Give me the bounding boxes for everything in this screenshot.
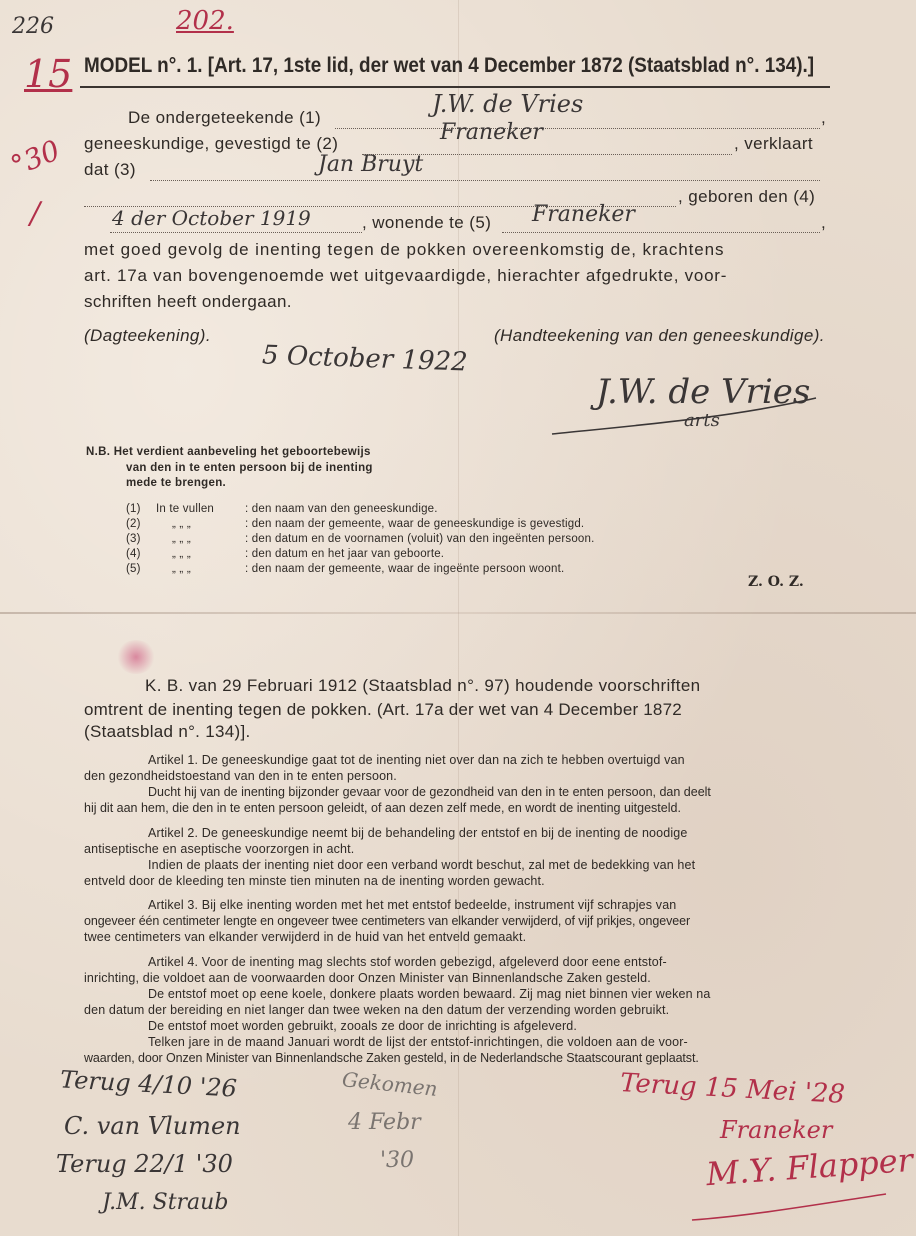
margin-number-15: 15 <box>24 52 73 96</box>
kb-line-3: (Staatsblad n°. 134)]. <box>84 722 251 741</box>
art4-line-3: De entstof moet op eene koele, donkere plaats worden bewaard. Zij mag niet binnen vier weken na <box>148 987 711 1001</box>
note-gekomen-date: 4 Febr <box>348 1110 421 1135</box>
footnote-2-num: (2) <box>126 518 141 530</box>
art3-line-2: ongeveer één centimeter lengte en ongeveer twee centimeters van elkander verwijderd, of vijf prikjes, ongeveer <box>84 914 691 928</box>
art4-line-4: den datum der bereiding en niet langer dan twee weken na den datum der verzending worden gebruikt. <box>84 1003 670 1017</box>
art2-line-1: Artikel 2. De geneeskundige neemt bij de behandeling der entstof en bij de inenting de noodige <box>148 826 688 840</box>
art1-line-2: den gezondheidstoestand van den in te enten persoon. <box>84 769 397 783</box>
hand-doctor-name: J.W. de Vries <box>432 90 584 118</box>
line2-label: geneeskundige, gevestigd te (2) <box>84 134 339 153</box>
footnote-4-text: : den datum en het jaar van geboorte. <box>245 548 445 560</box>
art4-line-5: De entstof moet worden gebruikt, zooals ze door de inrichting is afgeleverd. <box>148 1019 577 1033</box>
art3-line-1: Artikel 3. Bij elke inenting worden met het met entstof bedeelde, instrument vijf schrapjes van <box>148 898 677 912</box>
hand-person-name: Jan Bruyt <box>318 152 424 177</box>
footnote-3-num: (3) <box>126 533 141 545</box>
margin-note-slash: / <box>30 196 41 231</box>
footnote-4-num: (4) <box>126 548 141 560</box>
red-note-place: Franeker <box>720 1116 833 1144</box>
art2-line-4: entveld door de kleeding ten minste tien minuten na de inenting worden gewacht. <box>84 874 545 888</box>
ink-stain <box>116 640 156 674</box>
note-terug-1930: Terug 22/1 '30 <box>56 1150 233 1178</box>
doctor-signature: J.W. de Vries <box>596 372 811 412</box>
hand-place-1: Franeker <box>440 120 543 145</box>
hand-place-2: Franeker <box>532 202 635 227</box>
red-note-terug-1928: Terug 15 Mei '28 <box>619 1068 846 1110</box>
note-gekomen-year: '30 <box>380 1148 415 1173</box>
art4-line-1: Artikel 4. Voor de inenting mag slechts stof worden gebezigd, afgeleverd door eene entstof- <box>148 955 667 969</box>
art4-line-7: waarden, door Onzen Minister van Binnenlandsche Zaken gesteld, in de Nederlandsche Staatscourant geplaatst. <box>84 1051 699 1065</box>
footnote-1-num: (1) <box>126 503 141 515</box>
line1-label: De ondergeteekende (1) <box>128 108 322 127</box>
nb-line-2: van den in te enten persoon bij de inenting <box>126 462 373 474</box>
margin-note-30: °30 <box>6 133 65 183</box>
art2-line-2: antiseptische en aseptische voorzorgen in acht. <box>84 842 355 856</box>
footnote-5-marks: „ „ „ <box>172 563 191 575</box>
body-line-1: met goed gevolg de inenting tegen de pokken overeenkomstig de, krachtens <box>84 240 725 259</box>
body-line-2: art. 17a van bovengenoemde wet uitgevaardigde, hierachter afgedrukte, voor- <box>84 266 728 285</box>
header-rule <box>80 86 830 88</box>
footnote-3-text: : den datum en de voornamen (voluit) van den ingeënten persoon. <box>245 533 595 545</box>
line1-comma: , <box>821 108 827 127</box>
note-gekomen: Gekomen <box>341 1067 439 1101</box>
blank-5a <box>110 232 362 233</box>
art1-line-3: Ducht hij van de inenting bijzonder gevaar voor de gezondheid van den in te enten persoon, dan deelt <box>148 785 711 799</box>
line4-end: , geboren den (4) <box>678 187 816 206</box>
line5-comma: , <box>821 213 827 232</box>
hand-date: 5 October 1922 <box>261 340 469 378</box>
footnote-2-marks: „ „ „ <box>172 518 191 530</box>
note-name-1: C. van Vlumen <box>64 1112 241 1140</box>
kb-line-2: omtrent de inenting tegen de pokken. (Art. 17a der wet van 4 December 1872 <box>84 700 682 719</box>
model-header: MODEL n°. 1. [Art. 17, 1ste lid, der wet van 4 December 1872 (Staatsblad n°. 134).] <box>84 54 815 77</box>
art1-line-1: Artikel 1. De geneeskundige gaat tot de inenting niet over dan na zich te hebben overtuigd van <box>148 753 685 767</box>
art2-line-3: Indien de plaats der inenting niet door een verband wordt beschut, zal met de bedekking van het <box>148 858 696 872</box>
footnote-5-text: : den naam der gemeente, waar de ingeënte persoon woont. <box>245 563 565 575</box>
footnote-1-marks: In te vullen <box>156 503 215 515</box>
nb-line-1: N.B. Het verdient aanbeveling het geboortebewijs <box>86 446 371 458</box>
nb-line-3: mede te brengen. <box>126 477 227 489</box>
art4-line-6: Telken jare in de maand Januari wordt de lijst der entstof-inrichtingen, die voldoen aan de voor- <box>148 1035 688 1049</box>
red-signature: M.Y. Flapper <box>704 1140 915 1194</box>
art3-line-3: twee centimeters van elkander verwijderd in de huid van het entveld gemaakt. <box>84 930 527 944</box>
signature-title: arts <box>684 410 720 431</box>
line5-mid: , wonende te (5) <box>362 213 492 232</box>
date-label: (Dagteekening). <box>84 326 211 345</box>
footnote-2-text: : den naam der gemeente, waar de geneeskundige is gevestigd. <box>245 518 585 530</box>
body-line-3: schriften heeft ondergaan. <box>84 292 292 311</box>
blank-5b <box>502 232 820 233</box>
kb-line-1: K. B. van 29 Februari 1912 (Staatsblad n°. 97) houdende voorschriften <box>145 676 701 695</box>
blank-1 <box>335 128 820 129</box>
signature-label: (Handteekening van den geneeskundige). <box>494 326 825 345</box>
line2-end: , verklaart <box>734 134 814 153</box>
margin-number-202: 202. <box>176 6 234 36</box>
footnote-3-marks: „ „ „ <box>172 533 191 545</box>
art1-line-4: hij dit aan hem, die den in te enten persoon geleidt, of aan dezen zelf mede, en wordt de inenting uitgesteld. <box>84 801 681 815</box>
note-terug-1926: Terug 4/10 '26 <box>59 1065 238 1103</box>
footnote-5-num: (5) <box>126 563 141 575</box>
margin-number-226: 226 <box>12 14 54 39</box>
footnote-4-marks: „ „ „ <box>172 548 191 560</box>
line3-label: dat (3) <box>84 160 136 179</box>
blank-3 <box>150 180 820 181</box>
art4-line-2: inrichting, die voldoet aan de voorwaarden door Onzen Minister van Binnenlandsche Zaken gesteld. <box>84 971 651 985</box>
footnote-1-text: : den naam van den geneeskundige. <box>245 503 438 515</box>
red-signature-flourish <box>690 1190 890 1226</box>
zoz-marker: Z. O. Z. <box>748 574 804 590</box>
note-name-2: J.M. Straub <box>102 1190 229 1215</box>
hand-birth-date: 4 der October 1919 <box>112 206 311 230</box>
